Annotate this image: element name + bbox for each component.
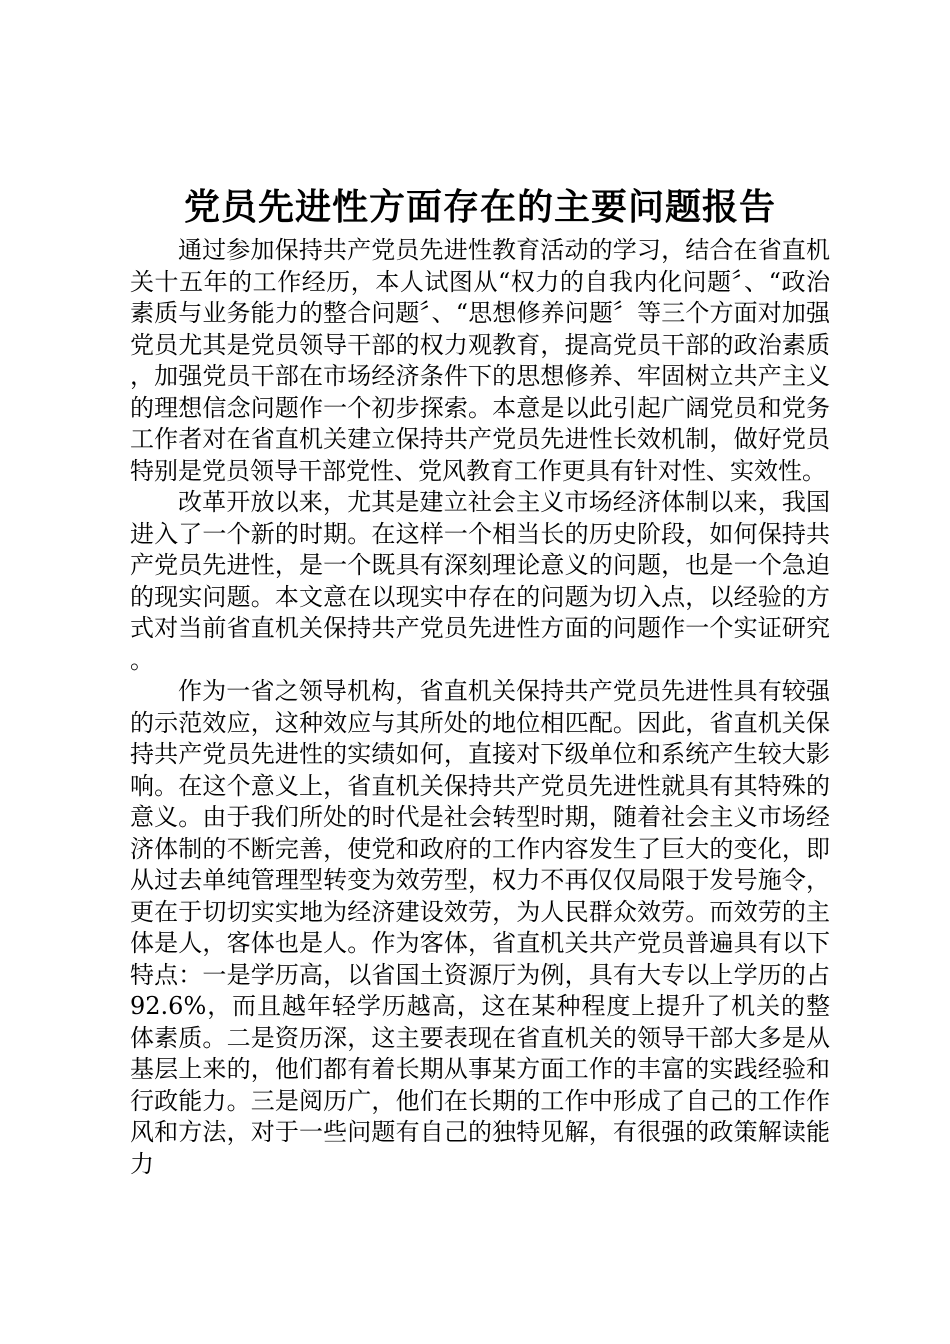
document-body [130, 235, 830, 1180]
paragraph-reform: 改革开放以来，尤其是建立社会主义市场经济体制以来，我国进入了一个新的时期。在这样一个相当长的历史阶段，如何保持共产党员先进性，是一个既具有深刻理论意义的问题，也是一个急迫的现实问题。本文意在以现实中存在的问题为切入点，以经验的方式对当前省直机关保持共产党员先进性方面的问题作一个实证研究。 [130, 488, 830, 674]
paragraph-provincial-organs: 作为一省之领导机构，省直机关保持共产党员先进性具有较强的示范效应，这种效应与其所处的地位相匹配。因此，省直机关保持共产党员先进性的实绩如何，直接对下级单位和系统产生较大影响。在这个意义上，省直机关保持共产党员先进性就具有其特殊的意义。由于我们所处的时代是社会转型时期，随着社会主义市场经济体制的不断完善，使党和政府的工作内容发生了巨大的变化，即从过去单纯管理型转变为效劳型，权力不再仅仅局限于发号施令，更在于切切实实地为经济建设效劳，为人民群众效劳。而效劳的主体是人，客体也是人。作为客体，省直机关共产党员普遍具有以下特点：一是学历高，以省国土资源厅为例，具有大专以上学历的占92.6%，而且越年轻学历越高，这在某种程度上提升了机关的整体素质。二是资历深，这主要表现在省直机关的领导干部大多是从基层上来的，他们都有着长期从事某方面工作的丰富的实践经验和行政能力。三是阅历广，他们在长期的工作中形成了自己的工作作风和方法，对于一些问题有自己的独特见解，有很强的政策解读能力 [130, 677, 830, 1178]
document-title: 党员先进性方面存在的主要问题报告 [183, 186, 776, 228]
paragraph-intro: 通过参加保持共产党员先进性教育活动的学习，结合在省直机关十五年的工作经历，本人试图从“权力的自我内化问题〞、“政治素质与业务能力的整合问题〞、“思想修养问题〞等三个方面对加强党员尤其是党员领导干部的权力观教育，提高党员干部的政治素质，加强党员干部在市场经济条件下的思想修养、牢固树立共产主义的理想信念问题作一个初步探索。本意是以此引起广阔党员和党务工作者对在省直机关建立保持共产党员先进性长效机制，做好党员特别是党员领导干部党性、党风教育工作更具有针对性、实效性。 [130, 236, 830, 485]
